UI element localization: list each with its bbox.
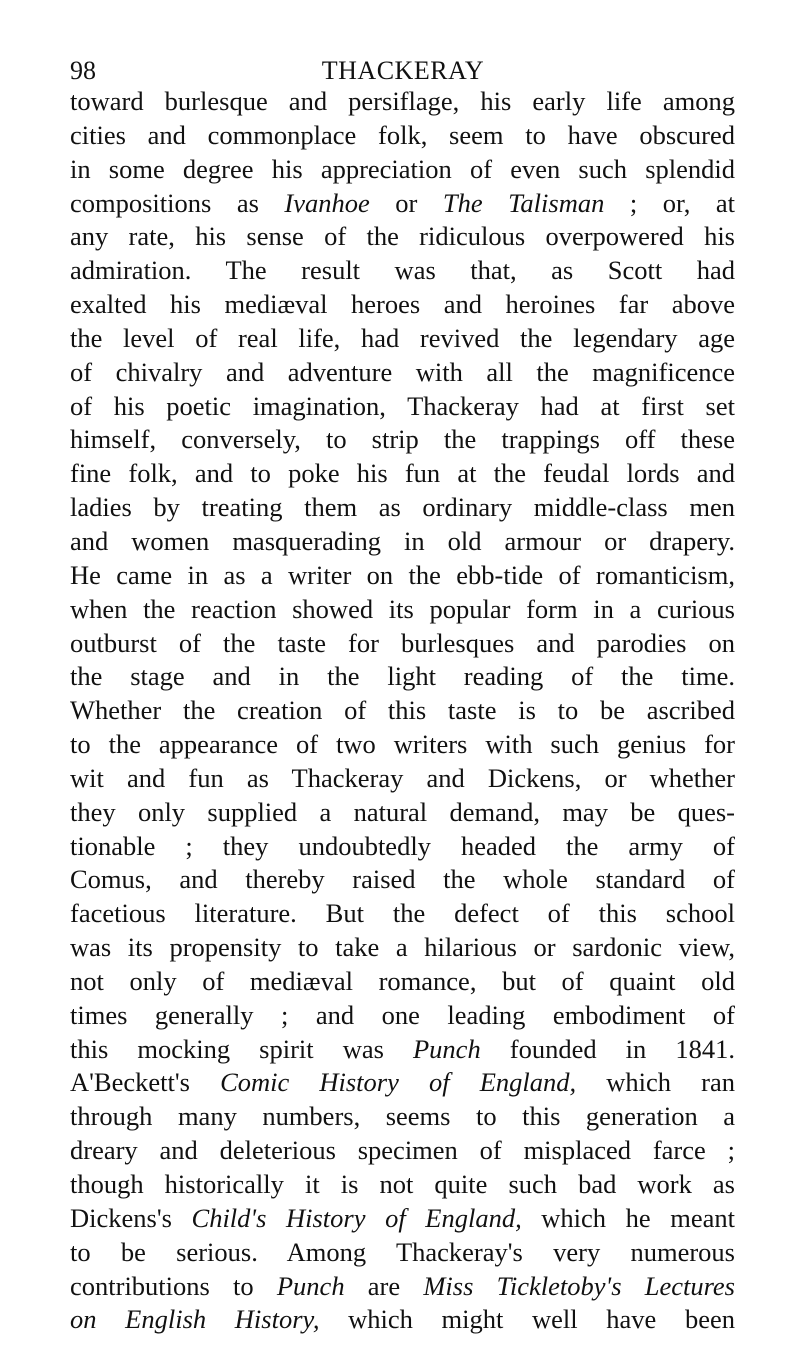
italic-title-text: Child's History of England, [191, 1202, 522, 1233]
text-line [70, 220, 735, 254]
text-segment: of chivalry and adventure with all the magnificence [70, 356, 735, 387]
text-segment: Comus, and thereby raised the whole standard of [70, 864, 735, 895]
text-line [70, 627, 735, 661]
text-segment: or [369, 187, 443, 218]
text-line [70, 931, 735, 965]
text-segment: through many numbers, seems to this generation a [70, 1101, 735, 1132]
text-line [70, 999, 735, 1033]
text-line [70, 457, 735, 491]
text-segment: to be serious. Among Thackeray's very numerous [70, 1236, 735, 1267]
text-segment: founded in 1841. [480, 1033, 735, 1064]
text-segment: toward burlesque and persiflage, his early life among [70, 86, 735, 116]
text-segment: outburst of the taste for burlesques and parodies on [70, 627, 735, 658]
italic-title-text: Comic History of England, [220, 1067, 577, 1098]
text-segment: times generally ; and one leading embodiment of [70, 999, 735, 1030]
text-segment: was its propensity to take a hilarious or sardonic view, [70, 932, 735, 963]
text-line [70, 187, 735, 221]
italic-title-text: Punch [276, 1270, 345, 1301]
text-segment: dreary and deleterious specimen of misplaced farce ; [70, 1135, 735, 1166]
text-segment: which ran [576, 1067, 735, 1098]
page-body-text [70, 85, 735, 1337]
text-segment: He came in as a writer on the ebb-tide of romanticism, [70, 559, 735, 590]
text-segment: ; or, at [604, 187, 735, 218]
italic-title-text: on English History, [70, 1304, 320, 1335]
text-line [70, 660, 735, 694]
text-line [70, 830, 735, 864]
text-line [70, 762, 735, 796]
text-line [70, 1202, 735, 1236]
text-segment: Whether the creation of this taste is to be ascribed [70, 695, 735, 726]
text-segment: ladies by treating them as ordinary middle-class men [70, 492, 735, 523]
text-line [70, 525, 735, 559]
text-segment: which he meant [521, 1202, 735, 1233]
text-line [70, 356, 735, 390]
text-line [70, 1236, 735, 1270]
text-segment: Dickens's [70, 1202, 192, 1233]
italic-title-text: The Talisman [442, 187, 605, 218]
text-segment: compositions as [70, 187, 285, 218]
text-segment: in some degree his appreciation of even such splendid [70, 153, 735, 184]
text-segment: not only of mediæval romance, but of quaint old [70, 965, 735, 996]
text-segment: they only supplied a natural demand, may be ques- [70, 796, 735, 827]
page-number: 98 [70, 56, 96, 85]
text-line [70, 119, 735, 153]
text-line [70, 491, 735, 525]
text-segment: exalted his mediæval heroes and heroines far above [70, 289, 735, 320]
text-line [70, 153, 735, 187]
text-line [70, 423, 735, 457]
text-segment: fine folk, and to poke his fun at the feudal lords and [70, 458, 735, 489]
text-segment: this mocking spirit was [70, 1033, 413, 1064]
text-line [70, 1066, 735, 1100]
text-segment: which might well have been [319, 1304, 735, 1335]
text-segment: though historically it is not quite such bad work as [70, 1169, 735, 1199]
text-line [70, 796, 735, 830]
text-segment: are [344, 1270, 424, 1301]
text-segment: contributions to [70, 1270, 277, 1301]
text-line [70, 288, 735, 322]
text-line [70, 390, 735, 424]
text-line [70, 728, 735, 762]
italic-title-text: Ivanhoe [284, 187, 370, 218]
text-segment: the stage and in the light reading of the time. [70, 661, 735, 692]
text-segment: and women masquerading in old armour or drapery. [70, 525, 735, 556]
running-title: THACKERAY [321, 56, 485, 85]
text-line [70, 1303, 735, 1337]
italic-title-text: Miss Tickletoby's Lectures [423, 1270, 735, 1301]
text-line [70, 694, 735, 728]
text-segment: any rate, his sense of the ridiculous overpowered his [70, 221, 735, 252]
text-line [70, 593, 735, 627]
text-line [70, 1134, 735, 1168]
text-line [70, 85, 735, 119]
text-segment: facetious literature. But the defect of this school [70, 898, 735, 929]
text-segment: tionable ; they undoubtedly headed the army of [70, 830, 735, 861]
italic-title-text: Punch [413, 1033, 481, 1064]
text-line [70, 1270, 735, 1304]
text-line [70, 863, 735, 897]
text-segment: A'Beckett's [70, 1067, 221, 1098]
text-line [70, 254, 735, 288]
text-segment: wit and fun as Thackeray and Dickens, or whether [70, 762, 735, 793]
text-line [70, 559, 735, 593]
text-line [70, 897, 735, 931]
text-segment: of his poetic imagination, Thackeray had at first set [70, 390, 735, 421]
text-segment: himself, conversely, to strip the trappings off these [70, 424, 735, 455]
text-line [70, 1168, 735, 1202]
text-segment: cities and commonplace folk, seem to have obscured [70, 119, 735, 150]
text-line [70, 965, 735, 999]
text-line [70, 1033, 735, 1067]
text-segment: to the appearance of two writers with such genius for [70, 729, 735, 760]
text-segment: when the reaction showed its popular form in a curious [70, 593, 735, 624]
text-segment: admiration. The result was that, as Scott had [70, 255, 735, 286]
text-line [70, 322, 735, 356]
text-segment: the level of real life, had revived the legendary age [70, 322, 735, 353]
text-line [70, 1100, 735, 1134]
